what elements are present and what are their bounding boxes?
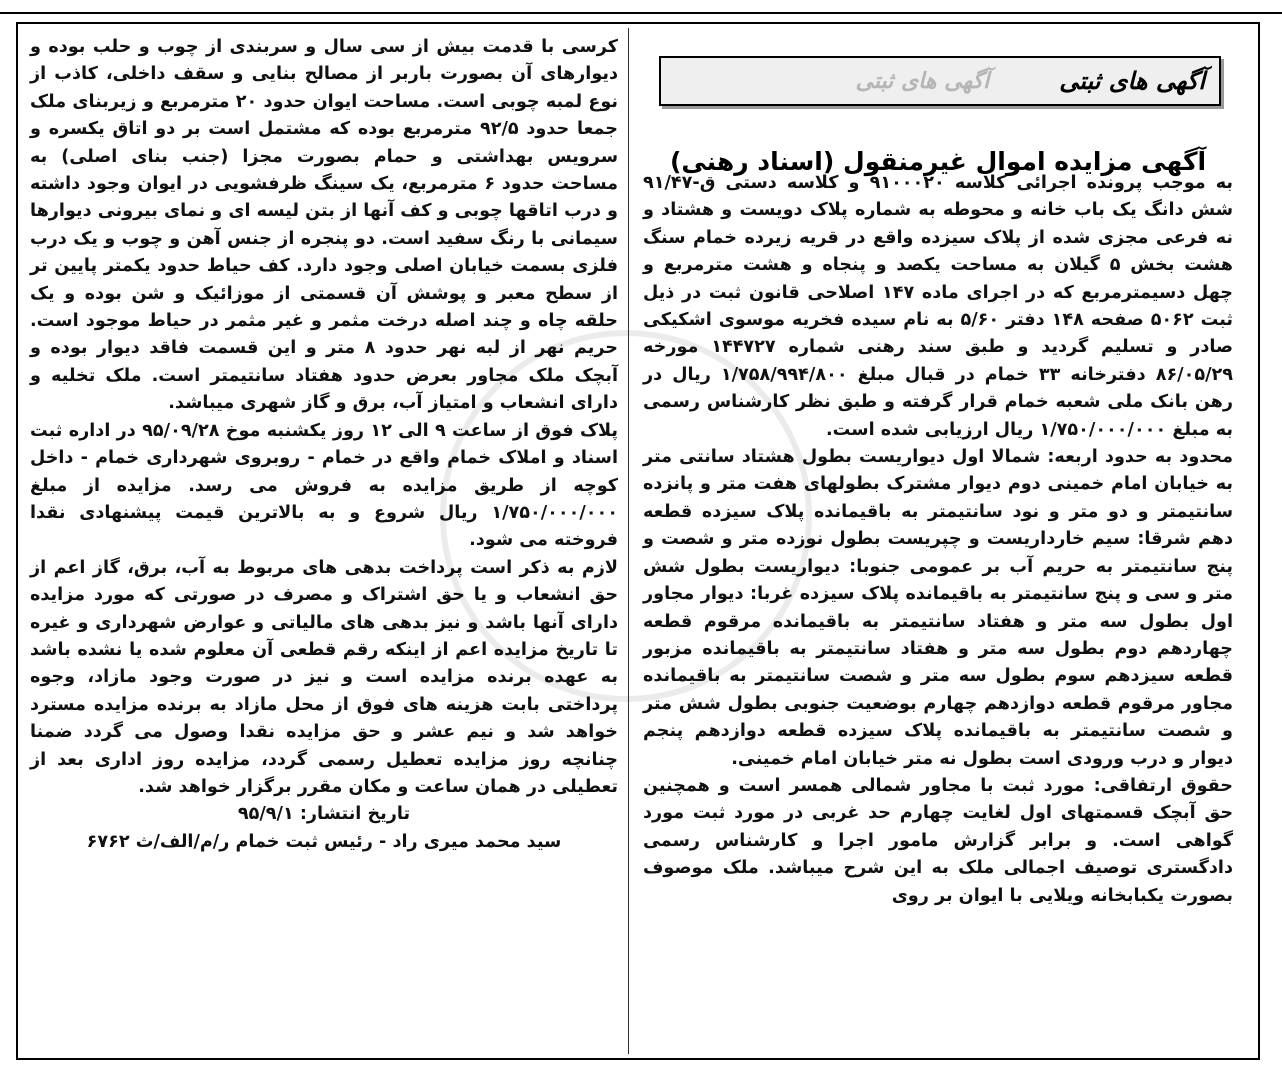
section-header: [659, 56, 1221, 106]
notice-paragraph: حقوق ارتفاقی: مورد ثبت با مجاور شمالی همسر است و همچنین حق آبچک قسمتهای اول لغایت چهارم حد غربی در مورد ثبت مورد گواهی است. و برابر گزارش مامور اجرا و کارشناس رسمی دادگستری توصیف اجمالی ملک به این شرح میباشد. ملک موصوف بصورت یکبابخانه ویلایی با ایوان بر روی: [643, 775, 1233, 906]
notice-paragraph: لازم به ذکر است پرداخت بدهی های مربوط به آب، برق، گاز اعم از حق انشعاب و یا حق اشتراک و مصرف در صورتی که مورد مزایده دارای آنها باشد و نیز بدهی های مالیاتی و عوارض شهرداری و غیره تا تاریخ مزایده اعم از اینکه رقم قطعی آن معلوم شده یا نشده باشد به عهده برنده مزایده است و نیز در صورت وجود مازاد، وجوه پرداختی بابت هزینه های فوق از محل مازاد به برنده مزایده مسترد خواهد شد و نیم عشر و حق مزایده نقدا وصول می گردد ضمنا چنانچه روز مزایده تعطیل رسمی گردد، مزایده روز اداری بعد از تعطیلی در همان ساعت و مکان مقرر برگزار خواهد شد.: [30, 557, 618, 797]
notice-paragraph: به موجب پرونده اجرائی کلاسه ۹۱۰۰۰۲۰ و کلاسه دستی ق-۹۱/۴۷ شش دانگ یک باب خانه و محوطه به شماره پلاک دویست و هشتاد و نه فرعی مجزی شده از پلاک سیزده واقع در قریه زیرده خمام سنگ هشت بخش ۵ گیلان به مساحت یکصد و پنجاه و هشت مترمربع و چهل دسیمترمربع که در اجرای ماده ۱۴۷ اصلاحی قانون ثبت در ذیل ثبت ۵۰۶۲ صفحه ۱۴۸ دفتر ۵/۶۰ به نام سیده فخریه موسوی اشکیکی صادر و تسلیم گردید و طبق سند رهنی شماره ۱۴۴۷۲۷ مورخه ۸۶/۰۵/۲۹ دفترخانه ۳۳ خمام در قبال مبلغ ۱/۷۵۸/۹۹۴/۸۰۰ ریال در رهن بانک ملی شعبه خمام قرار گرفته و طبق نظر کارشناس رسمی به مبلغ ۱/۷۵۰/۰۰۰/۰۰۰ ریال ارزیابی شده است.: [643, 173, 1233, 440]
notice-paragraph: پلاک فوق از ساعت ۹ الی ۱۲ روز یکشنبه موخ ۹۵/۰۹/۲۸ در اداره ثبت اسناد و املاک خمام واقع در خمام - روبروی شهرداری خمام - داخل کوچه از طریق مزایده به فروش می رسد. مزایده از مبلغ ۱/۷۵۰/۰۰۰/۰۰۰ ریال شروع و به بالاترین قیمت پیشنهادی نقدا فروخته می شود.: [30, 420, 618, 551]
section-title-shadow: آگهی های ثبتی: [855, 68, 990, 94]
column-divider: [628, 28, 629, 1054]
publish-date: تاریخ انتشار: ۹۵/۹/۱: [237, 804, 411, 825]
notice-paragraph: کرسی با قدمت بیش از سی سال و سربندی از چوب و حلب بوده و دیوارهای آن بصورت باربر از مصالح بنایی و سقف داخلی، کاذب از نوع لمبه چوبی است. مساحت ایوان حدود ۲۰ مترمربع و زیربنای ملک جمعا حدود ۹۲/۵ مترمربع بوده که مشتمل است بر دو اتاق یکسره و سرویس بهداشتی و حمام بصورت مجزا (جنب بنای اصلی) به مساحت حدود ۶ مترمربع، یک سینگ ظرفشویی در ایوان وجود داشته و درب اتاقها چوبی و کف آنها از بتن لیسه ای و نمای بیرونی دیوارها سیمانی با رنگ سفید است. دو پنجره از جنس آهن و چوب و یک درب فلزی بسمت خیابان اصلی وجود دارد. کف حیاط حدود یکمتر پایین تر از سطح معبر و پوشش آن قسمتی از موزائیک و شن بوده و یک حلقه چاه و چند اصله درخت مثمر و غیر مثمر در حیاط موجود است. حریم نهر از لبه نهر حدود ۸ متر و این قسمت فاقد دیوار بوده و آبچک ملک مجاور بعرض حدود هفتاد سانتیمتر است. ملک تخلیه و دارای انشعاب و امتیاز آب، برق و گاز شهری میباشد.: [30, 37, 619, 414]
right-column: [643, 140, 1233, 1052]
section-title: آگهی های ثبتی: [1059, 67, 1205, 95]
left-column: [30, 34, 618, 1052]
notice-paragraph: محدود به حدود اربعه: شمالا اول دیواریست بطول هشتاد سانتی متر به خیابان امام خمینی دوم دیوار مشترک بطولهای هفت متر و پانزده سانتیمتر و دو متر و نود سانتیمتر به باقیمانده پلاک سیزده قطعه دهم شرقا: سیم خارداریست و چپریست بطول نوزده متر و شصت و پنج سانتیمتر به حریم آب بر عمومی جنوبا: دیواریست بطول شش متر و سی و پنج سانتیمتر به باقیمانده پلاک سیزده غربا: دیوار مجاور اول بطول سه متر و هفتاد سانتیمتر به باقیمانده مرقوم قطعه چهاردهم دوم بطول سه متر و هفتاد سانتیمتر به باقیمانده مزبور قطعه سیزدهم سوم بطول سه متر و شصت سانتیمتر به باقیمانده مجاور مرقوم قطعه دوازدهم چهارم بوضعیت جنوبی بطول شش متر و شصت سانتیمتر به باقیمانده پلاک سیزده قطعه دوازدهم پنجم دیوار و درب ورودی است بطول نه متر خیابان امام خمینی.: [643, 447, 1233, 769]
signature: سید محمد میری راد - رئیس ثبت خمام ر/م/الف/ث ۶۷۶۲: [86, 831, 562, 852]
notice-title: آگهی مزایده اموال غیرمنقول (اسناد رهنی): [669, 147, 1207, 176]
top-rule: [0, 12, 1282, 14]
